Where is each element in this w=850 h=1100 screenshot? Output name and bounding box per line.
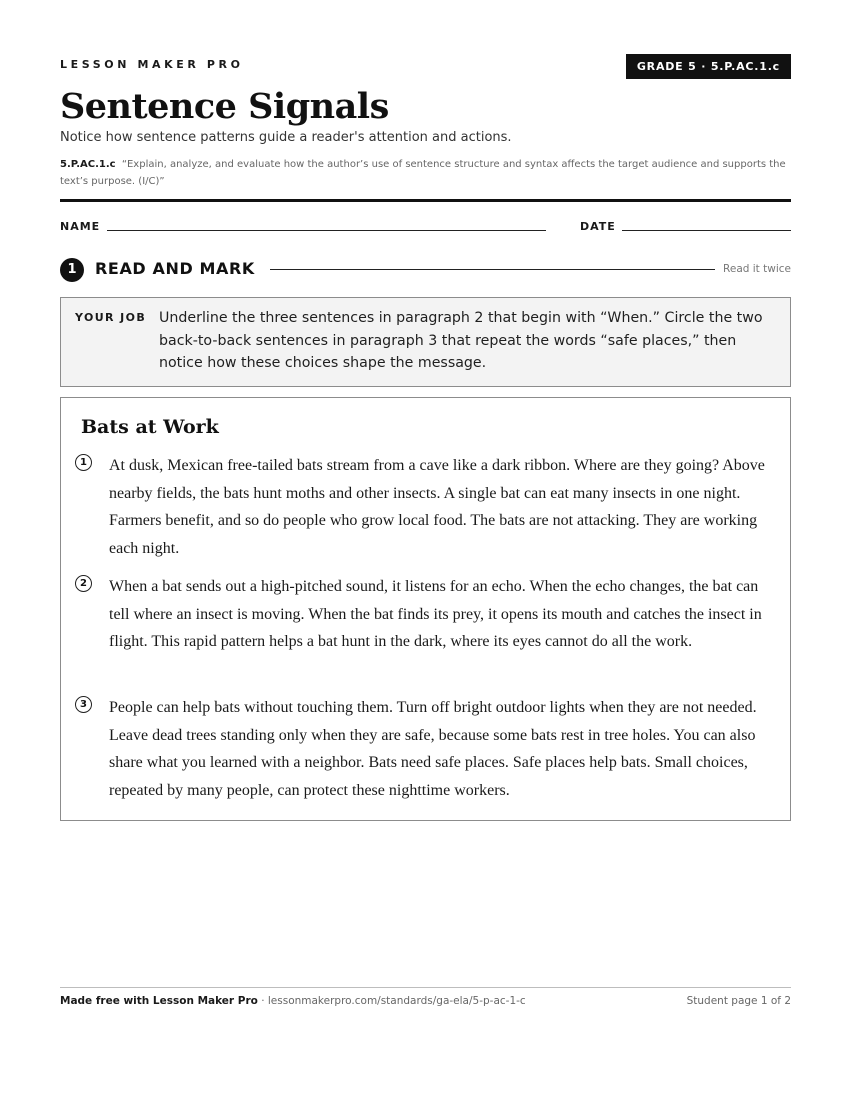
standard-code: 5.P.AC.1.c (60, 159, 116, 170)
paragraph-text: At dusk, Mexican free-tailed bats stream from a cave like a dark ribbon. Where are they going? Above nearby fields, the bats hunt moths and other insects. A single bat can eat many insects in one night. Farmers benefit, and so do people who grow local food. The bats are not attacking. They are working each night. (109, 457, 765, 557)
reading-passage (60, 397, 791, 821)
standard-description (60, 156, 791, 190)
paragraph-text: When a bat sends out a high-pitched sound, it listens for an echo. When the echo changes, the bat can tell where an insect is moving. When the bat finds its prey, it opens its mouth and catches the insect in flight. This rapid pattern helps a bat hunt in the dark, where its eyes cannot do all the work. (109, 578, 762, 650)
date-label: DATE (580, 220, 616, 233)
section-divider (270, 269, 715, 270)
paragraph-number-badge: 3 (75, 696, 92, 713)
page-subtitle: Notice how sentence patterns guide a reader's attention and actions. (60, 130, 512, 145)
header-divider (60, 199, 791, 202)
standard-text: “Explain, analyze, and evaluate how the author’s use of sentence structure and syntax affects the target audience and supports the text’s purpose. (I/C)” (60, 159, 786, 187)
passage-title: Bats at Work (81, 416, 219, 438)
your-job-instructions: Underline the three sentences in paragraph 2 that begin with “When.” Circle the two back-to-back sentences in paragraph 3 that repeat the words “safe places,” then notice how these choices shape the message. (159, 310, 763, 372)
grade-standard-badge: GRADE 5 · 5.P.AC.1.c (626, 54, 791, 79)
section-title: READ AND MARK (95, 259, 255, 278)
footer-credit (60, 995, 526, 1007)
paragraph-text: People can help bats without touching them. Turn off bright outdoor lights when they are not needed. Leave dead trees standing only when they are safe, because some bats rest in tree holes. You can also share what you learned with a neighbor. Bats need safe places. Safe places help bats. Small choices, repeated by many people, can protect these nighttime workers. (109, 699, 757, 799)
footer-separator: · (257, 995, 268, 1007)
footer-made-with: Made free with Lesson Maker Pro (60, 995, 258, 1007)
brand-name: LESSON MAKER PRO (60, 58, 244, 71)
section-note: Read it twice (723, 263, 791, 275)
name-label: NAME (60, 220, 101, 233)
your-job-label: YOUR JOB (75, 311, 147, 324)
name-field[interactable] (107, 230, 546, 231)
footer-url: lessonmakerpro.com/standards/ga-ela/5-p-ac-1-c (267, 995, 526, 1007)
paragraph-number-badge: 2 (75, 575, 92, 592)
header-bar (60, 52, 791, 80)
footer-page-number: Student page 1 of 2 (686, 995, 791, 1007)
date-field[interactable] (622, 230, 791, 231)
section-header-read-and-mark (60, 258, 791, 282)
paragraph-number-badge: 1 (75, 454, 92, 471)
your-job-box (60, 297, 791, 387)
name-date-row (60, 219, 791, 235)
step-number-badge: 1 (60, 258, 84, 282)
footer-divider (60, 987, 791, 988)
page-title: Sentence Signals (60, 86, 389, 127)
worksheet-page (60, 0, 791, 1100)
